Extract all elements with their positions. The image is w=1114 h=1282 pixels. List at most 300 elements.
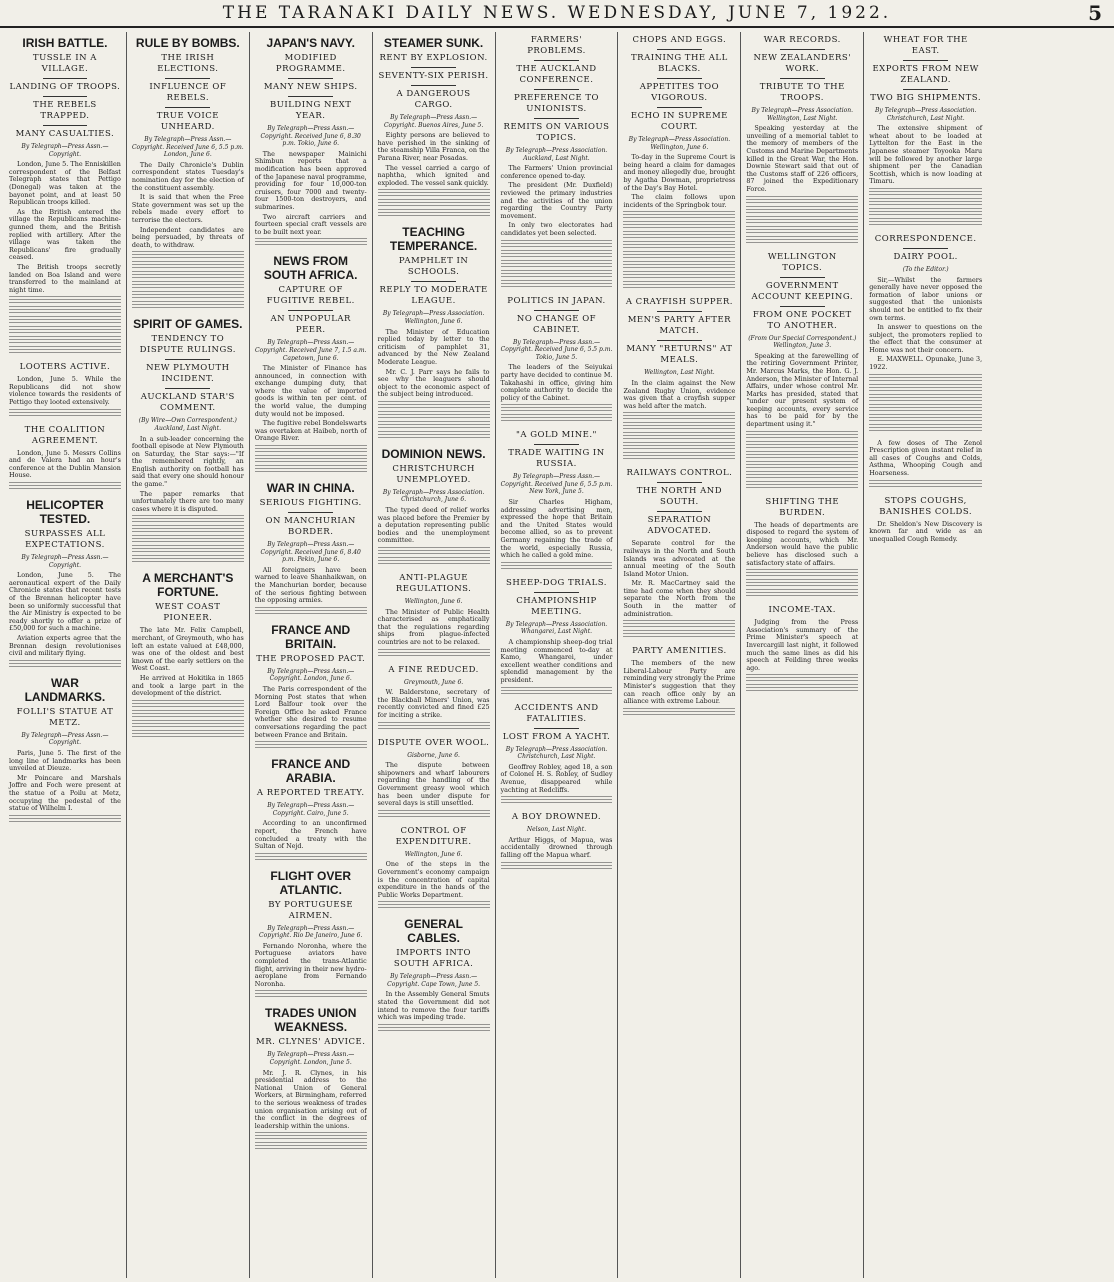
article (255, 757, 367, 861)
article-headline: HELICOPTER TESTED. (26, 498, 104, 527)
article-paragraph: The late Mr. Felix Campbell, merchant, of Greymouth, who has left an estate valued at £48,000, was one of the oldest and best known of the early settlers on the West Coast. (131, 626, 244, 673)
text-block (255, 1132, 367, 1140)
article-subheading: AUCKLAND STAR'S COMMENT. (140, 392, 235, 414)
article-subheading: TRIBUTE TO THE TROOPS. (759, 82, 845, 103)
article-headline: FRANCE AND BRITAIN. (271, 622, 351, 651)
article-paragraph: In answer to questions on the subject, the promoters replied to the effect that the consumer at Home was not their concern. (869, 323, 983, 354)
text-block (623, 708, 735, 716)
divider (288, 310, 333, 311)
text-block (132, 301, 244, 309)
text-block (869, 414, 982, 422)
text-block (501, 414, 613, 422)
article-paragraph: Mr. J. R. Clynes, in his presidential address to the National Union of General Workers, at Birmingham, referred to the serious weakness of trades union organisation arising out of the conflict in the degrees of leadership within the unions. (254, 1068, 367, 1130)
text-block (132, 535, 244, 543)
text-block (255, 607, 367, 615)
divider (534, 592, 579, 593)
divider (780, 306, 825, 307)
text-block (378, 649, 490, 657)
article-body (869, 440, 982, 478)
article-subheading: SHEEP-DOG TRIALS. (506, 577, 607, 588)
article-subheading: WHEAT FOR THE EAST. (883, 35, 968, 56)
article-subheading: PREFERENCE TO UNIONISTS. (513, 93, 599, 114)
masthead (0, 0, 1114, 28)
article-paragraph: Mr. C. J. Parr says he fails to see why the leaguers should object to the economic aspect of the subject being introduced. (377, 367, 490, 399)
text-block (623, 271, 735, 279)
article-subheading: A CRAYFISH SUPPER. (625, 297, 733, 308)
article-subheading: SERIOUS FIGHTING. (259, 498, 362, 509)
article-dateline: (From Our Special Correspondent.) Wellington, June 3. (748, 334, 857, 350)
article-dateline: By Telegraph—Press Association. Wellington, Last Night. (751, 107, 853, 122)
text-block (623, 211, 735, 219)
article-body (501, 837, 613, 860)
article-paragraph: Separate control for the railways in the North and South Islands was advocated at the annual meeting of the South Island Motor Union. (623, 539, 736, 578)
article-body (378, 609, 490, 647)
article-body (378, 329, 490, 399)
text-block (623, 432, 735, 440)
article-paragraph: The claim follows upon incidents of the Springbok tour. (623, 193, 736, 209)
article-body (869, 125, 982, 186)
article-subheading: NO CHANGE OF CABINET. (516, 313, 597, 335)
text-block (623, 261, 735, 269)
article-subheading: RAILWAYS CONTROL. (626, 468, 733, 479)
text-block (623, 221, 735, 229)
article-dateline: Wellington, Last Night. (644, 369, 715, 377)
article-subheading: ON MANCHURIAN BORDER. (265, 516, 356, 538)
column-8 (864, 32, 987, 1278)
article-subheading: TRUE VOICE UNHEARD. (156, 111, 219, 132)
article-subheading: APPETITES TOO VIGOROUS. (639, 82, 720, 103)
text-block (869, 384, 982, 392)
article (9, 425, 121, 490)
text-block (623, 630, 735, 638)
article-subheading: LOOTERS ACTIVE. (19, 362, 111, 373)
divider (903, 248, 948, 249)
article-dateline: By Telegraph—Press Association. Christchurch, June 6. (382, 488, 485, 504)
divider (288, 512, 333, 513)
text-block (746, 431, 858, 439)
text-block (9, 336, 121, 344)
article-subheading: NEW PLYMOUTH INCIDENT. (146, 363, 230, 385)
article (9, 498, 121, 668)
article-paragraph: Sir Charles Higham, addressing advertising men, expressed the hope that Britain and the United States would become allied, so as to prevent Germany regaining the trade of the world, especially Russia, which he called a gold mine. (500, 498, 613, 560)
article-paragraph: The Farmers' Union provincial conference opened to-day. (500, 164, 613, 180)
article-paragraph: Dr. Sheldon's New Discovery is known far and wide as an unequalled Cough Remedy. (869, 519, 983, 543)
article-paragraph: The leaders of the Seiyukai party have decided to continue M. Takahashi in office, giving him complete authority to decide the policy of the Cabinet. (500, 363, 613, 402)
article-paragraph: London, June 5. The Enniskillen correspondent of the Belfast Telegraph states that Pettigo (Donegal) was taken at the bayonet point, and at least 50 Republican troops killed. (9, 160, 121, 207)
article-subheading: STOPS COUGHS, BANISHES COLDS. (879, 495, 973, 517)
divider (288, 96, 333, 97)
article-dateline: By Telegraph—Press Assn.—Copyright. Cape Town, June 5. (387, 973, 481, 988)
article-subheading: MR. CLYNES' ADVICE. (255, 1037, 366, 1048)
article-dateline: By Telegraph—Press Assn.—Copyright. Received June 7, 1.5 a.m. Capetown, June 6. (254, 339, 367, 362)
article (255, 481, 367, 615)
text-block (746, 471, 858, 479)
text-block (746, 684, 858, 692)
article-headline: FRANCE AND ARABIA. (271, 757, 351, 786)
article-headline: DOMINION NEWS. (381, 446, 486, 461)
text-block (132, 291, 244, 299)
text-block (378, 411, 490, 419)
article-body (869, 521, 982, 544)
article (746, 35, 858, 244)
article-dateline: By Telegraph—Press Assn.—Copyright. London, June 5. (267, 1051, 355, 1067)
article-subheading: SEPARATION ADVOCATED. (647, 515, 712, 537)
text-block (869, 208, 982, 216)
article-dateline: Gisborne, June 6. (407, 751, 460, 759)
divider (534, 89, 579, 90)
column-5 (496, 32, 619, 1278)
article-dateline: By Telegraph—Press Association. Wellington, June 6. (382, 310, 485, 325)
article (501, 296, 613, 423)
divider (165, 359, 210, 360)
article-paragraph: Fernando Noronha, where the Portuguese aviators have completed the trans-Atlantic flight, arriving in their new hydro-aeroplane from Fernando Noronha. (254, 941, 367, 988)
text-block (869, 424, 982, 432)
text-block (378, 722, 490, 730)
text-block (623, 241, 735, 249)
article-paragraph: The Daily Chronicle's Dublin correspondent states Tuesday's nomination day for the election of the constituent assembly. (131, 160, 244, 192)
article-paragraph: The vessel carried a cargo of naphtha, which ignited and exploded. The vessel sank quickly. (377, 163, 490, 187)
text-block (378, 810, 490, 818)
article (623, 468, 735, 638)
article-paragraph: The Minister of Public Health characterised as emphatically that the regulations regarding ships from plague-infected countries are not to be relaxed. (377, 607, 490, 646)
article-subheading: REMITS ON VARIOUS TOPICS. (503, 122, 610, 143)
article-dateline: By Telegraph—Press Assn.—Copyright. Cairo, June 5. (267, 802, 355, 817)
article-dateline: By Telegraph—Press Association. Christchurch, Last Night. (505, 745, 608, 761)
text-block (869, 374, 982, 382)
column-6 (618, 32, 741, 1278)
article-paragraph: One of the steps in the Government's economy campaign is the concentration of capital expenditure in the hands of the Public Works Department. (377, 860, 490, 899)
article (132, 317, 244, 563)
text-block (746, 569, 858, 577)
article-dateline: By Telegraph—Press Assn.—Copyright. Received June 6, 8.40 p.m. Pekin, June 6. (260, 541, 361, 564)
article-subheading: INCOME-TAX. (768, 605, 837, 616)
article-paragraph: The members of the new Liberal-Labour Party are reminding very strongly the Prime Minister's suggestion that they can reach office only by an alliance with extreme Labour. (623, 659, 736, 706)
article-subheading: CHOPS AND EGGS. (632, 35, 727, 45)
text-block (623, 422, 735, 430)
article (378, 447, 490, 565)
text-block (501, 240, 613, 248)
article-dateline: By Telegraph—Press Association. Auckland, Last Night. (505, 147, 608, 162)
article-subheading: BY PORTUGUESE AIRMEN. (268, 899, 354, 921)
article (255, 1006, 367, 1150)
article-paragraph: Two aircraft carriers and fourteen special craft vessels are to be built next year. (254, 212, 367, 236)
text-block (9, 296, 121, 304)
article (378, 573, 490, 657)
article (746, 252, 858, 489)
article (501, 430, 613, 570)
article (501, 35, 613, 288)
article-subheading: A FINE REDUCED. (388, 664, 479, 675)
article-body (378, 507, 490, 545)
divider (780, 78, 825, 79)
article-subheading: SEVENTY-SIX PERISH. (378, 71, 489, 81)
article-body (623, 380, 735, 410)
article-paragraph: The typed deed of relief works was placed before the Premier by a deputation representing public bodies and the unemployment committee. (377, 506, 490, 545)
article (378, 665, 490, 730)
article-paragraph: Speaking yesterday at the unveiling of a memorial tablet to the memory of members of the Customs and Marine Departments killed in the Great War, the Hon. Downie Stewart said that out of the Customs staff of 226 officers, 87 joined the Expeditionary Force. (746, 124, 859, 193)
article-subheading: THE REBELS TRAPPED. (33, 100, 97, 121)
article (378, 225, 490, 439)
article (501, 578, 613, 695)
article-subheading: THE PROPOSED PACT. (256, 653, 366, 664)
text-block (378, 421, 490, 429)
article-paragraph: Eighty persons are believed to have perished in the sinking of the steamship Villa Franca, on the Parana River, near Posadas. (377, 131, 490, 162)
text-block (378, 1024, 490, 1032)
divider (657, 49, 702, 50)
article-paragraph: A championship sheep-dog trial meeting commenced to-day at Kamo, Whangarei, under excellent weather conditions and splendid management by the president. (500, 638, 613, 684)
text-block (623, 231, 735, 239)
text-block (623, 452, 735, 460)
article-subheading: RENT BY EXPLOSION. (379, 53, 488, 63)
article-headline: STEAMER SUNK. (383, 36, 484, 50)
article-headline: WAR IN CHINA. (266, 481, 355, 496)
article-subheading: ECHO IN SUPREME COURT. (630, 111, 728, 132)
divider (657, 107, 702, 108)
text-block (378, 901, 490, 909)
article-subheading: GOVERNMENT ACCOUNT KEEPING. (751, 280, 854, 302)
text-block (9, 660, 121, 668)
article-headline: TRADES UNION WEAKNESS. (265, 1006, 357, 1035)
article-headline: GENERAL CABLES. (404, 917, 463, 946)
article-body (378, 132, 490, 187)
article-body (255, 365, 367, 443)
text-block (623, 620, 735, 628)
text-block (869, 480, 982, 488)
text-block (501, 687, 613, 695)
article-subheading: A BOY DROWNED. (511, 812, 602, 823)
article-headline: FLIGHT OVER ATLANTIC. (270, 868, 352, 897)
article-body (501, 165, 613, 237)
article-subheading: REPLY TO MODERATE LEAGUE. (379, 285, 488, 307)
divider (780, 277, 825, 278)
divider (534, 444, 579, 445)
text-block (378, 557, 490, 565)
article-paragraph: The president (Mr. Duxfield) reviewed the primary industries and the activities of the union regarding the Country Party movement. (500, 181, 613, 220)
divider (43, 96, 88, 97)
article-paragraph: The fugitive rebel Bondelswarts was overtaken at Haibeb, north of Orange River. (254, 419, 367, 443)
article-subheading: FROM ONE POCKET TO ANOTHER. (752, 309, 852, 331)
text-block (132, 700, 244, 708)
divider (657, 311, 702, 312)
article-dateline: By Telegraph—Press Assn.—Copyright. (21, 143, 109, 158)
column-1 (4, 32, 127, 1278)
text-block (378, 431, 490, 439)
article-body (378, 762, 490, 808)
text-block (378, 189, 490, 197)
article-body (501, 639, 613, 685)
article-paragraph: The British troops secretly landed on Boa Island and were transferred to the mainland at night time. (9, 262, 121, 294)
article-headline: IRISH BATTLE. (22, 36, 108, 50)
divider (534, 728, 579, 729)
text-block (132, 271, 244, 279)
article (869, 234, 982, 432)
text-block (9, 482, 121, 490)
column-4 (373, 32, 496, 1278)
article-dateline: (To the Editor.) (902, 265, 949, 273)
text-block (501, 260, 613, 268)
article-subheading: CORRESPONDENCE. (874, 233, 977, 244)
text-block (623, 251, 735, 259)
article-subheading: MANY NEW SHIPS. (263, 82, 358, 92)
text-block (746, 451, 858, 459)
article-body (255, 686, 367, 739)
article-paragraph: Paris, June 5. The first of the long line of landmarks has been unveiled at Dieuze. (9, 748, 121, 773)
text-block (869, 188, 982, 196)
article-body (378, 861, 490, 899)
text-block (746, 579, 858, 587)
article-dateline: By Telegraph—Press Assn.—Copyright. London, June 6. (267, 667, 355, 683)
text-block (501, 562, 613, 570)
text-block (746, 589, 858, 597)
article-paragraph: London, June 5. The aeronautical expert of the Daily Chronicle states that recent tests of the Brennan helicopter have been so uniformly successful that the Air Ministry is expected to be ready shortly to offer a prize of £50,000 for such a machine. (9, 571, 121, 633)
article-body (869, 277, 982, 372)
article-subheading: A REPORTED TREATY. (256, 788, 365, 799)
article-headline: NEWS FROM SOUTH AFRICA. (263, 254, 358, 283)
article-body (746, 522, 858, 568)
article-dateline: By Telegraph—Press Assn.—Copyright. Received June 6, 8.30 p.m. Tokio, June 6. (260, 125, 361, 148)
text-block (132, 555, 244, 563)
article (623, 35, 735, 289)
article-paragraph: London, June 5. Messrs Collins and de Valera had an hour's conference at the Dublin Mansion House. (9, 448, 121, 480)
article-body (501, 499, 613, 560)
article-body (501, 764, 613, 794)
article-subheading: DISPUTE OVER WOOL. (377, 737, 490, 748)
article (378, 917, 490, 1032)
article (746, 497, 858, 598)
article-subheading: ANTI-PLAGUE REGULATIONS. (395, 573, 472, 595)
article-paragraph: Geoffrey Robley, aged 18, a son of Colonel H. S. Robley, of Sudley Avenue, disappeared while yachting at Redcliffs. (500, 762, 613, 794)
divider (903, 60, 948, 61)
article-body (255, 820, 367, 850)
text-block (9, 346, 121, 354)
article-body (9, 750, 121, 813)
article-headline: RULE BY BOMBS. (135, 36, 240, 50)
article-paragraph: Mr. R. MacCartney said the time had come when they should separate the North from the South in the matter of administration. (623, 579, 736, 618)
article-dateline: By Telegraph—Press Association. Wellington, June 6. (628, 136, 731, 151)
article-headline: A MERCHANT'S FORTUNE. (142, 571, 234, 600)
article (9, 36, 121, 354)
article-body (746, 619, 858, 672)
text-block (132, 515, 244, 523)
article-paragraph: He arrived at Hokitika in 1865 and took a large part in the development of the district. (131, 674, 244, 698)
article-paragraph: Sir,—Whilst the farmers generally have never opposed the formation of labor unions or suggested that the unionists should not be entitled to fix their own terms. (869, 275, 983, 322)
column-2 (127, 32, 250, 1278)
article (869, 35, 982, 226)
text-block (255, 1142, 367, 1150)
article-subheading: WEST COAST PIONEER. (155, 602, 221, 624)
article-body (255, 943, 367, 989)
article-paragraph: According to an unconfirmed report, the French have concluded a treaty with the Sultan of Nejd. (254, 819, 367, 851)
article-subheading: POLITICS IN JAPAN. (507, 295, 606, 306)
text-block (132, 281, 244, 289)
article-body (9, 161, 121, 294)
article-paragraph: Mr Poincare and Marshals Joffre and Foch were present at the statue of a Poilu at Metz, occupying the pedestal of the statue of Wilhelm I. (9, 773, 121, 813)
article-dateline: Greymouth, June 6. (404, 678, 464, 686)
article (378, 826, 490, 910)
text-block (746, 674, 858, 682)
column-3 (250, 32, 373, 1278)
divider (43, 78, 88, 79)
divider (903, 89, 948, 90)
article-dateline: By Telegraph—Press Assn.—Copyright. Received June 6, 5.5 p.m. Tokio, June 5. (500, 338, 613, 361)
text-block (132, 730, 244, 738)
text-block (255, 741, 367, 749)
article (746, 605, 858, 692)
news-columns (4, 32, 1110, 1278)
article-subheading: IMPORTS INTO SOUTH AFRICA. (393, 948, 474, 970)
article-dateline: By Telegraph—Press Association. Whangarei, Last Night. (505, 620, 608, 636)
article-subheading: MODIFIED PROGRAMME. (275, 53, 346, 74)
text-block (501, 280, 613, 288)
text-block (132, 525, 244, 533)
article-dateline: Wellington, June 6. (404, 598, 463, 606)
article-dateline: (By Wire—Own Correspondent.) Auckland, Last Night. (138, 417, 237, 432)
text-block (378, 199, 490, 207)
article-paragraph: The Minister of Education replied today by letter to the criticism of pamphlet 31, advanced by the New Zealand Moderate League. (377, 327, 490, 366)
article (501, 812, 613, 869)
article-paragraph: The Minister of Finance has announced, in connection with exchange dumping duty, that where the value of imported goods is within ten per cent. of the world value, the dumping duty would not be imposed. (254, 364, 367, 418)
article-paragraph: In the Assembly General Smuts stated the Government did not intend to remove the four tariffs which was impeding trade. (377, 990, 490, 1022)
article-body (255, 151, 367, 237)
text-block (501, 404, 613, 412)
article-subheading: MANY CASUALTIES. (15, 129, 115, 139)
article-dateline: By Telegraph—Press Assn.—Copyright. Buenos Aires, June 5. (383, 114, 484, 129)
divider (657, 78, 702, 79)
article-body (9, 572, 121, 658)
article-subheading: MANY "RETURNS" AT MEALS. (626, 344, 733, 366)
divider (534, 60, 579, 61)
article-paragraph: In a sub-leader concerning the football episode at New Plymouth on Saturday, the Star says:—"If the remembered rightly, an English authority on football has said that every one should honour the game." (131, 434, 244, 489)
article-body (132, 162, 244, 250)
text-block (501, 862, 613, 870)
article-paragraph: A few doses of The Zenol Prescription given instant relief in all cases of Coughs and Colds, Asthma, Whooping Cough and Hoarseness. (869, 438, 983, 478)
article-paragraph: All foreigners have been warned to leave Shanhaikwan, on the Manchurian border, because of the serious fighting between the opposing armies. (254, 565, 367, 605)
text-block (132, 251, 244, 259)
text-block (132, 720, 244, 728)
article-paragraph: Judging from the Press Association's summary of the Prime Minister's speech at Invercargill last night, it followed much the same lines as did his speech at Feilding three weeks ago. (746, 618, 859, 672)
text-block (9, 306, 121, 314)
text-block (746, 461, 858, 469)
article-paragraph: In the claim against the New Zealand Rugby Union, evidence was given that a crayfish supper was held after the match. (623, 378, 736, 410)
article-dateline: By Telegraph—Press Assn.—Copyright. Received June 6, 5.5 p.m. London, June 6. (131, 136, 244, 159)
divider (780, 49, 825, 50)
article-subheading: TENDENCY TO DISPUTE RULINGS. (139, 334, 236, 356)
article-body (255, 567, 367, 605)
article-subheading: THE IRISH ELECTIONS. (157, 53, 219, 74)
divider (657, 511, 702, 512)
article-body (378, 689, 490, 719)
article-dateline: By Telegraph—Press Association. Christchurch, Last Night. (874, 107, 977, 122)
article-paragraph: The dispute between shipowners and wharf labourers regarding the handling of the Government greasy wool which has been under dispute for several days is still unsettled. (377, 761, 490, 808)
article-subheading: CHAMPIONSHIP MEETING. (516, 595, 597, 617)
article-body (501, 364, 613, 402)
article (378, 36, 490, 217)
article-subheading: THE NORTH AND SOUTH. (636, 486, 723, 508)
column-7 (741, 32, 864, 1278)
article-dateline: By Telegraph—Press Assn.—Copyright. Received June 6, 5.5 p.m. New York, June 5. (500, 473, 613, 496)
text-block (255, 445, 367, 453)
article-subheading: PARTY AMENITIES. (632, 646, 727, 657)
article (501, 703, 613, 805)
article-subheading: NEW ZEALANDERS' WORK. (753, 53, 852, 74)
article-paragraph: Aviation experts agree that the Brennan design revolutionises civil and military flying. (9, 633, 121, 658)
article-headline: WAR LANDMARKS. (24, 675, 106, 704)
text-block (378, 547, 490, 555)
divider (411, 67, 456, 68)
text-block (869, 394, 982, 402)
article-subheading: ACCIDENTS AND FATALITIES. (514, 702, 599, 724)
text-block (746, 236, 858, 244)
